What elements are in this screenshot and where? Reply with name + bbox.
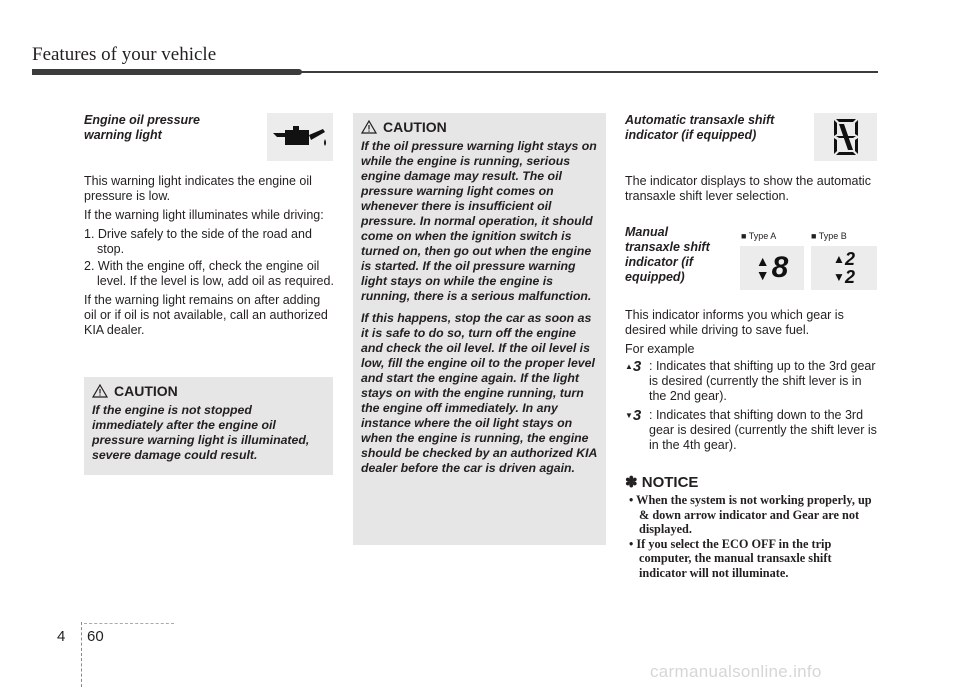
manual-shift-body [625, 308, 879, 453]
caution-box-small [84, 377, 333, 475]
oil-pressure-body [84, 174, 334, 338]
type-b-down-row [833, 268, 855, 286]
watermark: carmanualsonline.info [650, 662, 822, 681]
caution-title: CAUTION [383, 119, 447, 135]
oil-step: 2. With the engine off, check the engine oil level. If the level is low, add oil as required. [84, 259, 334, 288]
caution-large-text [361, 139, 598, 476]
example-label: For example [625, 342, 695, 356]
footer-rule [84, 623, 174, 624]
shift-indicator-section [625, 113, 879, 580]
warning-triangle-icon [92, 384, 108, 398]
type-b-indicator [811, 246, 877, 290]
notice-title: ✽ NOTICE [625, 474, 699, 491]
caution-small-text: If the engine is not stopped immediately after the engine oil pressure warning light is illuminated, severe damage could result. [92, 403, 310, 462]
up-arrow-icon: ▲ [833, 252, 845, 266]
header-rule [300, 71, 878, 73]
notice-item: • When the system is not working properly, up & down arrow indicator and Gear are not displayed. [629, 493, 872, 536]
oil-paragraph: This warning light indicates the engine oil pressure is low. [84, 174, 312, 203]
manual-shift-heading: Manual transaxle shift indicator (if equipped) [625, 225, 710, 284]
oil-pressure-heading: Engine oil pressure warning light [84, 113, 201, 142]
caution-paragraph: If this happens, stop the car as soon as it is safe to do so, turn off the engine and check the oil level. If the oil level is low, fill the engine oil to the proper level and start the engine again. If the light stays on with the engine running, turn the engine off immediately. In any instance where the oil light stays on when the engine is running, the engine should be checked by an authorized KIA dealer before the car is driven again. [361, 311, 597, 475]
notice-item: • If you select the ECO OFF in the trip computer, the manual transaxle shift indicator will not illuminate. [629, 536, 832, 580]
page-header-title: Features of your vehicle [32, 44, 217, 65]
caution-heading [92, 383, 325, 399]
header-bar [32, 69, 302, 75]
up-down-arrows-icon: ▲ ▼ [755, 253, 770, 283]
shift-up-icon: ▲3 [625, 358, 642, 375]
caution-title: CAUTION [114, 383, 178, 399]
footer-divider [81, 622, 82, 687]
page-number: 60 [87, 628, 104, 645]
oil-can-icon [267, 113, 333, 161]
type-b-up-row [833, 250, 855, 268]
type-b-down-digit: 2 [844, 267, 855, 287]
auto-shift-text: The indicator displays to show the automatic transaxle shift lever selection. [625, 174, 871, 203]
auto-shift-heading: Automatic transaxle shift indicator (if equipped) [625, 113, 775, 142]
notice-section [625, 473, 879, 580]
chapter-number: 4 [57, 628, 66, 645]
manual-shift-text: This indicator informs you which gear is desired while driving to save fuel. [625, 308, 844, 337]
type-a-gear-digit: 8 [771, 251, 789, 284]
type-b-up-digit: 2 [844, 249, 855, 269]
type-b-label: ■ Type B [811, 231, 847, 241]
shift-up-example [625, 359, 879, 404]
oil-paragraph: If the warning light illuminates while driving: [84, 208, 324, 222]
caution-paragraph: If the oil pressure warning light stays on while the engine is running, serious engine damage may result. The oil pressure warning light comes on whenever there is insufficient oil pressure. In normal operation, it should come on when the ignition switch is turned on, then go out when the engine is started. If the oil pressure warning light stays on while the engine is running, there is a serious malfunction. [361, 139, 597, 303]
warning-triangle-icon [361, 120, 377, 134]
oil-closing: If the warning light remains on after adding oil or if oil is not available, call an authorized KIA dealer. [84, 293, 328, 337]
shift-down-icon: ▼3 [625, 407, 642, 424]
type-a-indicator [740, 246, 804, 290]
type-a-label: ■ Type A [741, 231, 777, 241]
shift-down-example [625, 408, 879, 453]
shift-down-text: : Indicates that shifting down to the 3rd gear is desired (currently the shift lever is in the 4th gear). [649, 408, 877, 452]
down-arrow-icon: ▼ [833, 270, 845, 284]
caution-box-large [353, 113, 606, 545]
gear-position-icon [814, 113, 877, 161]
oil-step: 1. Drive safely to the side of the road and stop. [84, 227, 312, 256]
shift-up-text: : Indicates that shifting up to the 3rd gear is desired (currently the shift lever is in the 2nd gear). [649, 359, 876, 403]
caution-heading [361, 119, 598, 135]
